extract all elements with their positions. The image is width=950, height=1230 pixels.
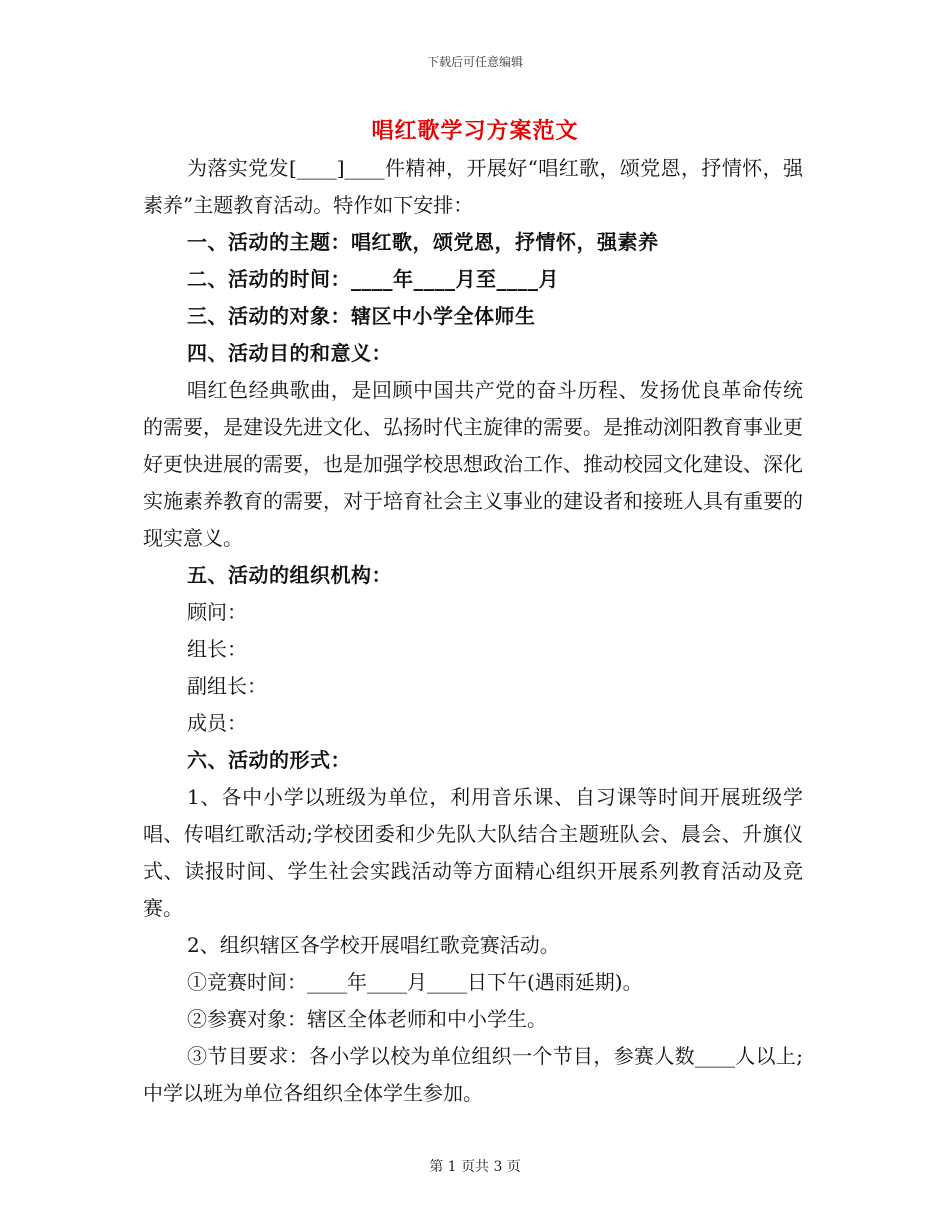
purpose-paragraph: 唱红色经典歌曲，是回顾中国共产党的奋斗历程、发扬优良革命传统的需要，是建设先进文化、弘扬时代主旋律的需要。是推动浏阳教育事业更好更快进展的需要，也是加强学校思想政治工作、推动校园文化建设、深化实施素养教育的需要，对于培育社会主义事业的建设者和接班人具有重要的现实意义。 [143, 378, 803, 550]
section-heading-theme: 一、活动的主题：唱红歌，颂党恩，抒情怀，强素养 [187, 230, 659, 254]
intro-paragraph: 为落实党发[____]____件精神，开展好“唱红歌，颂党恩，抒情怀，强素养”主题教育活动。特作如下安排： [143, 156, 803, 217]
section-heading-form: 六、活动的形式： [187, 748, 351, 772]
org-leader-line: 组长： [187, 637, 247, 661]
section-heading-time: 二、活动的时间：____年____月至____月 [187, 267, 559, 291]
document-title: 唱红歌学习方案范文 [371, 118, 579, 144]
section-heading-target: 三、活动的对象：辖区中小学全体师生 [187, 304, 536, 328]
section-heading-purpose: 四、活动目的和意义： [187, 341, 392, 365]
document-body [143, 150, 803, 1112]
contest-requirements-item: ③节目要求：各小学以校为单位组织一个节目，参赛人数____人以上;中学以班为单位各组织全体学生参加。 [143, 1044, 803, 1105]
section-heading-organization: 五、活动的组织机构： [187, 563, 392, 587]
page-footer-number: 第 1 页共 3 页 [429, 1159, 521, 1175]
page-header-note: 下载后可任意编辑 [426, 55, 523, 69]
org-advisor-line: 顾问： [187, 600, 247, 624]
org-deputy-line: 副组长： [187, 674, 267, 698]
form-item-2: 2、组织辖区各学校开展唱红歌竞赛活动。 [187, 933, 560, 957]
contest-time-item: ①竞赛时间：____年____月____日下午(遇雨延期)。 [187, 970, 643, 994]
org-members-line: 成员： [187, 711, 247, 735]
form-item-1: 1、各中小学以班级为单位，利用音乐课、自习课等时间开展班级学唱、传唱红歌活动;学校团委和少先队大队结合主题班队会、晨会、升旗仪式、读报时间、学生社会实践活动等方面精心组织开展系列教育活动及竞赛。 [143, 785, 803, 920]
contest-participants-item: ②参赛对象：辖区全体老师和中小学生。 [187, 1007, 547, 1031]
